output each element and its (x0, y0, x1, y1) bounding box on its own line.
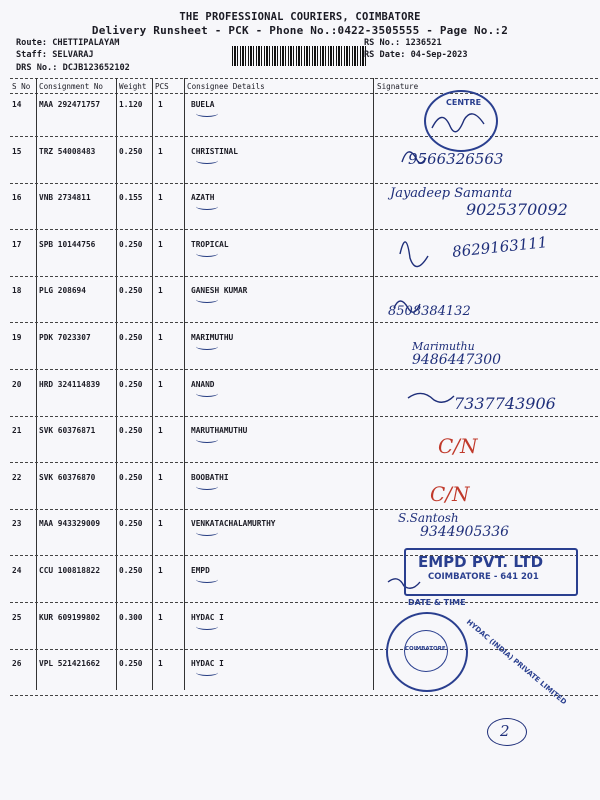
col-divider (152, 78, 153, 690)
cell-sno: 19 (12, 333, 22, 342)
row-divider (10, 369, 598, 370)
consignee-tick-mark (196, 669, 218, 676)
cell-consignee: CHRISTINAL (191, 146, 238, 156)
col-header-pcs: PCS (155, 82, 169, 91)
staff-info: Staff: SELVARAJ (16, 50, 94, 60)
cell-sno: 22 (12, 472, 22, 482)
consignee-tick-mark (196, 623, 218, 630)
cell-weight: 0.250 (119, 519, 143, 529)
cell-weight: 0.250 (119, 566, 143, 575)
row-divider (10, 322, 598, 323)
cell-consignee: EMPD (191, 566, 210, 575)
handwritten-phone-row17: 8629163111 (451, 233, 549, 261)
cell-weight: 0.300 (119, 612, 143, 622)
row-divider (10, 602, 598, 603)
row-divider (10, 276, 598, 277)
centre-stamp-text: CENTRE (446, 98, 482, 107)
consignee-tick-mark (196, 110, 218, 117)
cell-consignee: HYDAC I (191, 612, 224, 622)
cell-weight: 0.250 (119, 379, 143, 389)
handwritten-phone-row15: 9566326563 (408, 150, 504, 168)
consignee-tick-mark (196, 483, 218, 490)
cell-pcs: 1 (158, 472, 163, 482)
cell-consignment-no: PDK 7023307 (39, 333, 91, 342)
cell-consignee: VENKATACHALAMURTHY (191, 519, 276, 529)
handwritten-phone-row18: 8508384132 (388, 304, 471, 319)
cell-consignee: MARIMUTHU (191, 333, 234, 342)
row-divider (10, 416, 598, 417)
cell-pcs: 1 (158, 426, 163, 436)
cell-consignment-no: PLG 208694 (39, 286, 86, 296)
cell-sno: 16 (12, 193, 22, 203)
cell-consignee: ANAND (191, 379, 215, 389)
empd-stamp-date: DATE & TIME (408, 598, 466, 607)
handwritten-name-row19: Marimuthu (412, 340, 475, 353)
cell-sno: 26 (12, 659, 22, 669)
consignee-tick-mark (196, 576, 218, 583)
col-divider (116, 78, 117, 690)
cell-consignment-no: MAA 943329009 (39, 519, 101, 529)
consignee-tick-mark (196, 436, 218, 443)
cell-sno: 24 (12, 566, 22, 575)
col-divider (36, 78, 37, 690)
cell-consignment-no: KUR 609199802 (39, 612, 101, 622)
cell-consignee: HYDAC I (191, 659, 224, 669)
cell-pcs: 1 (158, 659, 163, 669)
cell-pcs: 1 (158, 379, 163, 389)
row-divider (10, 136, 598, 137)
cell-sno: 20 (12, 379, 22, 389)
cell-pcs: 1 (158, 333, 163, 342)
consignee-tick-mark (196, 157, 218, 164)
cell-sno: 21 (12, 426, 22, 436)
cell-consignment-no: SVK 60376870 (39, 472, 96, 482)
empd-company-stamp (404, 548, 578, 596)
col-header-consignee: Consignee Details (187, 82, 265, 91)
col-header-signature: Signature (377, 82, 419, 91)
cell-sno: 18 (12, 286, 22, 296)
handwritten-phone-row19: 9486447300 (412, 352, 502, 368)
cell-pcs: 1 (158, 100, 163, 109)
cell-weight: 0.250 (119, 239, 143, 249)
col-header-weight: Weight (119, 82, 147, 91)
cell-weight: 0.250 (119, 472, 143, 482)
cell-sno: 15 (12, 146, 22, 156)
cell-consignee: AZATH (191, 193, 215, 203)
handwritten-cn-row22: C/N (430, 482, 470, 506)
cell-consignment-no: TRZ 54008483 (39, 146, 96, 156)
drs-barcode (232, 46, 366, 66)
row-divider (10, 649, 598, 650)
cell-pcs: 1 (158, 612, 163, 622)
empd-stamp-city: COIMBATORE - 641 201 (428, 572, 539, 582)
cell-pcs: 1 (158, 146, 163, 156)
consignee-tick-mark (196, 343, 218, 350)
runsheet-subtitle: Delivery Runsheet - PCK - Phone No.:0422-3505555 - Page No.:2 (91, 24, 509, 37)
cell-weight: 0.250 (119, 426, 143, 436)
row-divider (10, 462, 598, 463)
cell-consignment-no: SVK 60376871 (39, 426, 96, 436)
cell-consignment-no: MAA 292471757 (39, 100, 101, 109)
consignee-tick-mark (196, 296, 218, 303)
cell-consignment-no: SPB 10144756 (39, 239, 96, 249)
cell-consignee: GANESH KUMAR (191, 286, 248, 296)
row-divider (10, 183, 598, 184)
consignee-tick-mark (196, 203, 218, 210)
route-info: Route: CHETTIPALAYAM (16, 38, 120, 48)
row-divider (10, 229, 598, 230)
table-header-rule (10, 93, 598, 94)
empd-stamp-name: EMPD PVT. LTD (418, 553, 544, 571)
handwritten-phone-row23: 9344905336 (420, 524, 510, 540)
col-divider (373, 78, 374, 690)
consignee-tick-mark (196, 390, 218, 397)
cell-sno: 25 (12, 612, 22, 622)
col-header-sno: S No (12, 82, 31, 91)
cell-consignment-no: CCU 100818822 (39, 566, 101, 575)
consignee-tick-mark (196, 250, 218, 257)
cell-pcs: 1 (158, 566, 163, 575)
row-divider (10, 509, 598, 510)
cell-sno: 17 (12, 239, 22, 249)
cell-sno: 14 (12, 100, 22, 109)
runsheet-title: THE PROFESSIONAL COURIERS, COIMBATORE (179, 11, 421, 23)
handwritten-phone-row16: 9025370092 (466, 200, 568, 219)
handwritten-name-row16: Jayadeep Samanta (390, 186, 513, 201)
cell-pcs: 1 (158, 519, 163, 529)
handwritten-cn-row21: C/N (438, 434, 478, 458)
row-divider (10, 695, 598, 696)
hydac-stamp-text: HYDAC (INDIA) PRIVATE LIMITED (464, 618, 568, 707)
handwritten-phone-row20: 7337743906 (454, 394, 556, 413)
cell-consignment-no: VNB 2734811 (39, 193, 91, 203)
circled-page-number: 2 (487, 718, 527, 746)
rs-no-info: RS No.: 1236521 (364, 38, 442, 48)
cell-pcs: 1 (158, 193, 163, 203)
cell-consignment-no: HRD 324114839 (39, 379, 101, 389)
cell-weight: 0.155 (119, 193, 143, 203)
cell-consignee: BOOBATHI (191, 472, 229, 482)
cell-consignee: MARUTHAMUTHU (191, 426, 248, 436)
col-header-consignment: Consignment No (39, 82, 104, 91)
cell-pcs: 1 (158, 286, 163, 296)
cell-consignee: BUELA (191, 100, 215, 109)
cell-weight: 1.120 (119, 100, 143, 109)
cell-weight: 0.250 (119, 659, 143, 669)
cell-sno: 23 (12, 519, 22, 529)
table-top-rule (10, 78, 598, 79)
cell-pcs: 1 (158, 239, 163, 249)
rs-date-info: RS Date: 04-Sep-2023 (364, 50, 468, 60)
cell-weight: 0.250 (119, 333, 143, 342)
handwritten-name-row23: S.Santosh (398, 511, 459, 525)
cell-consignee: TROPICAL (191, 239, 229, 249)
hydac-stamp-center: COIMBATORE (405, 646, 446, 652)
cell-weight: 0.250 (119, 146, 143, 156)
col-divider (184, 78, 185, 690)
consignee-tick-mark (196, 529, 218, 536)
cell-consignment-no: VPL 521421662 (39, 659, 101, 669)
drs-info: DRS No.: DCJB123652102 (16, 63, 130, 73)
cell-weight: 0.250 (119, 286, 143, 296)
